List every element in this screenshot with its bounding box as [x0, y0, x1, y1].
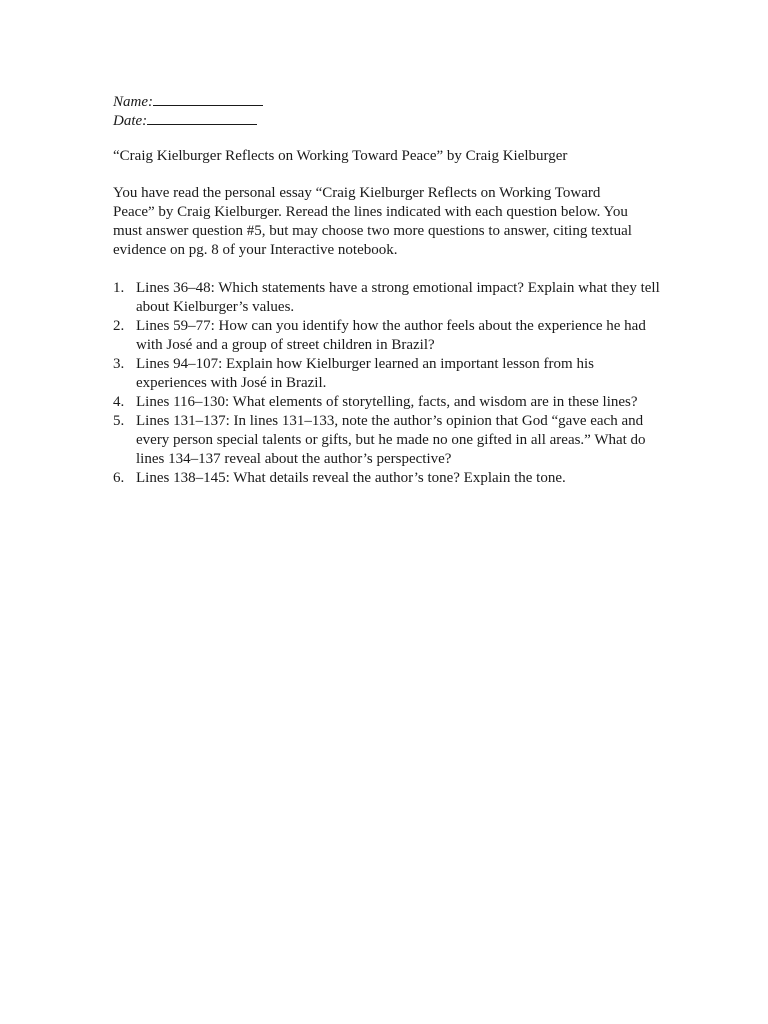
question-text: Lines 131–137: In lines 131–133, note the author’s opinion that God “gave each and every person special talents or gifts, but he made no one gifted in all areas.” What do lines 134–137 reveal about the author’s perspective? — [136, 413, 646, 467]
question-text: Lines 116–130: What elements of storytelling, facts, and wisdom are in these lines? — [136, 394, 638, 410]
date-field — [113, 110, 673, 129]
question-number: 1. — [113, 280, 125, 296]
date-blank-line[interactable] — [147, 110, 257, 125]
essay-title: “Craig Kielburger Reflects on Working Toward Peace” by Craig Kielburger — [113, 148, 568, 164]
question-number: 5. — [113, 413, 125, 429]
question-number: 3. — [113, 356, 125, 372]
question-number: 6. — [113, 470, 125, 486]
instructions-paragraph: You have read the personal essay “Craig Kielburger Reflects on Working Toward Peace” by Craig Kielburger. Reread the lines indicated with each question below. You must answer question #5, but may choose two more questions to answer, citing textual evidence on pg. 8 of your Interactive notebook. — [113, 185, 632, 258]
question-text: Lines 36–48: Which statements have a strong emotional impact? Explain what they tell about Kielburger’s values. — [136, 280, 660, 315]
worksheet-page — [113, 91, 673, 488]
question-text: Lines 138–145: What details reveal the author’s tone? Explain the tone. — [136, 470, 566, 486]
question-item — [113, 469, 660, 488]
question-item — [113, 279, 660, 317]
name-label: Name: — [113, 94, 153, 110]
question-item — [113, 317, 660, 355]
question-text: Lines 59–77: How can you identify how the author feels about the experience he had with José and a group of street children in Brazil? — [136, 318, 646, 353]
name-field — [113, 91, 673, 110]
question-text: Lines 94–107: Explain how Kielburger learned an important lesson from his experiences with José in Brazil. — [136, 356, 594, 391]
question-item — [113, 355, 660, 393]
date-label: Date: — [113, 113, 148, 129]
question-list — [113, 279, 673, 488]
question-number: 2. — [113, 318, 125, 334]
name-blank-line[interactable] — [153, 91, 263, 106]
question-number: 4. — [113, 394, 125, 410]
question-item — [113, 393, 660, 412]
question-item — [113, 412, 660, 469]
